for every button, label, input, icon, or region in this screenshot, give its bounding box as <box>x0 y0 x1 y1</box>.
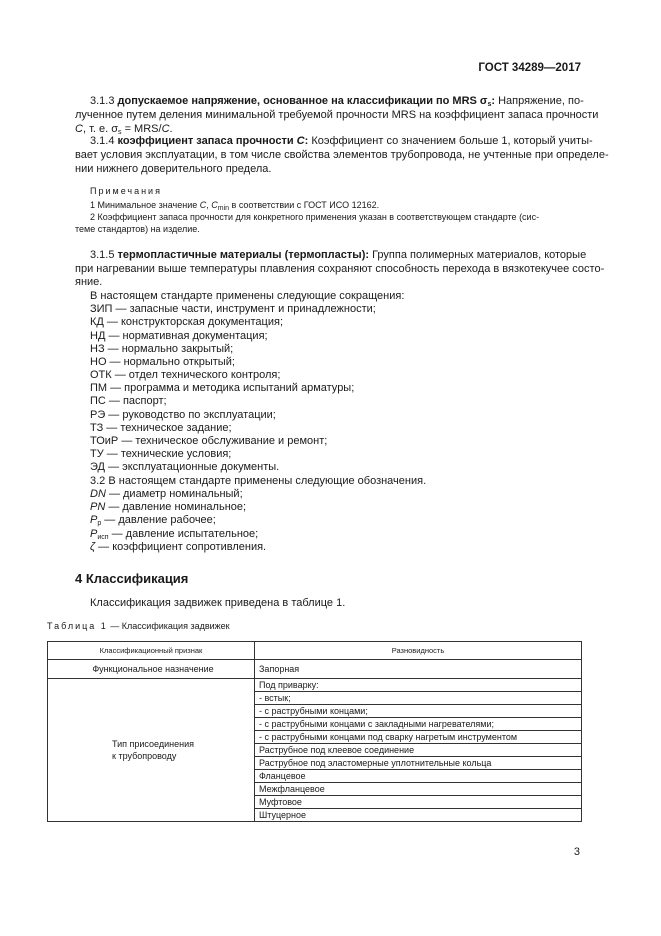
table-cell: - с раструбными концами; <box>255 705 582 718</box>
table-row <box>48 660 582 679</box>
clause-3-1-3-line2: лученное путем деления минимальной требуемой прочности MRS на коэффициент запаса прочности <box>75 109 599 121</box>
abbreviation-item: ЗИП — запасные части, инструмент и принадлежности; <box>90 303 376 315</box>
symbol-dn: DN — диаметр номинальный; <box>90 488 243 500</box>
standard-header: ГОСТ 34289—2017 <box>478 62 581 74</box>
symbols-intro: 3.2 В настоящем стандарте применены следующие обозначения. <box>90 475 427 487</box>
connection-type-label-line1: Тип присоединения <box>112 739 194 749</box>
table-cell: Штуцерное <box>255 809 582 822</box>
abbreviation-item: ОТК — отдел технического контроля; <box>90 369 281 381</box>
symbol-pi: $P_{исп}$ — давление испытательное; <box>90 528 259 541</box>
clause-3-1-3-line3: C, т. е. $\sigma_s = MRS/C$. <box>75 123 173 136</box>
clause-3-1-4-line3: нии нижнего доверительного предела. <box>75 163 272 175</box>
table-cell: Под приварку: <box>255 679 582 692</box>
abbreviation-item: КД — конструкторская документация; <box>90 316 283 328</box>
connection-type-label-line2: к трубопроводу <box>112 751 177 761</box>
symbol-pp: $P_р$ — давление рабочее; <box>90 514 216 527</box>
table-caption: Таблица 1 — Классификация задвижек <box>47 621 230 631</box>
note-2-line1: 2 Коэффициент запаса прочности для конкретного применения указан в соответствующем стандарте (сис- <box>90 212 540 222</box>
clause-3-1-5-line1: 3.1.5 термопластичные материалы (термопласты): Группа полимерных материалов, которые <box>90 249 587 261</box>
clause-3-1-5-line3: яние. <box>75 276 103 288</box>
abbreviation-item: ТОиР — техническое обслуживание и ремонт; <box>90 435 328 447</box>
table-cell: Запорная <box>255 660 582 679</box>
abbreviation-item: ПМ — программа и методика испытаний арматуры; <box>90 382 355 394</box>
column-header-variety: Разновидность <box>255 642 582 660</box>
section-4-intro: Классификация задвижек приведена в таблице 1. <box>90 597 346 609</box>
table-cell: Фланцевое <box>255 770 582 783</box>
abbreviation-item: НД — нормативная документация; <box>90 330 268 342</box>
abbreviation-item: РЭ — руководство по эксплуатации; <box>90 409 276 421</box>
table-cell: Межфланцевое <box>255 783 582 796</box>
column-header-feature: Классификационный признак <box>48 642 255 660</box>
table-cell: - с раструбными концами под сварку нагретым инструментом <box>255 731 582 744</box>
table-cell: Функциональное назначение <box>48 660 255 679</box>
abbreviation-item: ПС — паспорт; <box>90 395 167 407</box>
abbreviation-item: ТУ — технические условия; <box>90 448 232 460</box>
table-cell: - с раструбными концами с закладными нагревателями; <box>255 718 582 731</box>
abbreviation-item: ТЗ — техническое задание; <box>90 422 232 434</box>
table-cell: Раструбное под эластомерные уплотнительные кольца <box>255 757 582 770</box>
clause-3-1-4-line1: 3.1.4 коэффициент запаса прочности C: Коэффициент со значением больше 1, который учиты- <box>90 135 593 147</box>
abbreviation-item: ЭД — эксплуатационные документы. <box>90 461 280 473</box>
abbreviations-intro: В настоящем стандарте применены следующие сокращения: <box>90 290 405 302</box>
notes-title: Примечания <box>90 186 162 196</box>
note-1: 1 Минимальное значение C, $C_{min}$ в соответствии с ГОСТ ИСО 12162. <box>90 200 380 212</box>
table-header-row <box>48 642 582 660</box>
section-4-title: 4 Классификация <box>75 571 189 586</box>
clause-3-1-5-line2: при нагревании выше температуры плавления сохраняют способность перехода в вязкотекучее состо- <box>75 263 605 275</box>
clause-3-1-4-line2: вает условия эксплуатации, в том числе свойства элементов трубопровода, не учтенные при определе- <box>75 149 609 161</box>
table-cell-connection-type <box>48 679 255 822</box>
clause-3-1-3-line1: 3.1.3 допускаемое напряжение, основанное на классификации по MRS $\sigma_s$: Напряжение, по- <box>90 95 584 108</box>
table-cell: - встык; <box>255 692 582 705</box>
classification-table <box>47 641 582 822</box>
note-2-line2: теме стандартов) на изделие. <box>75 224 200 234</box>
table-row <box>48 679 582 692</box>
table-cell: Муфтовое <box>255 796 582 809</box>
symbol-zeta: ζ — коэффициент сопротивления. <box>90 541 267 553</box>
table-cell: Раструбное под клеевое соединение <box>255 744 582 757</box>
symbol-pn: PN — давление номинальное; <box>90 501 247 513</box>
abbreviation-item: НО — нормально открытый; <box>90 356 235 368</box>
page-number: 3 <box>573 846 580 858</box>
abbreviation-item: НЗ — нормально закрытый; <box>90 343 234 355</box>
